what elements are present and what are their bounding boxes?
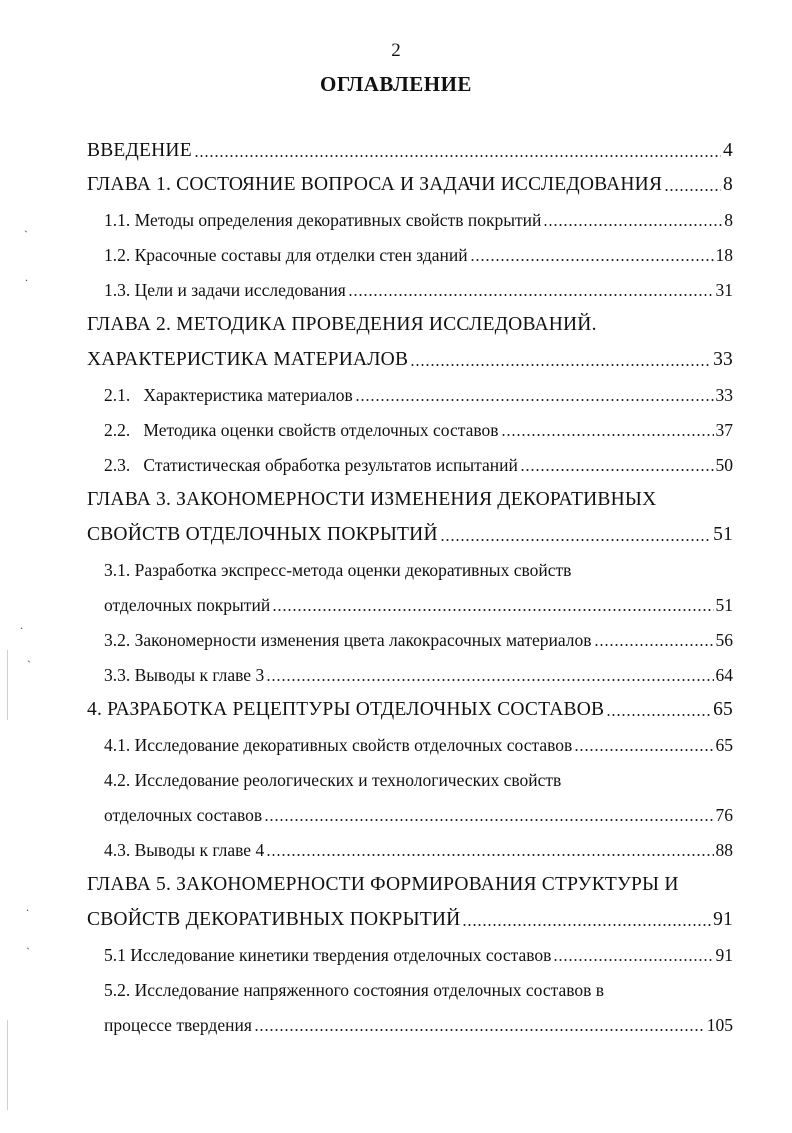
toc-entry-label: ГЛАВА 2. МЕТОДИКА ПРОВЕДЕНИЯ ИССЛЕДОВАНИЙ. <box>87 314 597 335</box>
toc-entry-label: отделочных составов <box>104 805 263 825</box>
scan-speck: . <box>25 270 28 284</box>
toc-entry-section-2-3[interactable] <box>87 440 733 476</box>
toc-entry-section-5-2-line-1[interactable] <box>87 965 733 1001</box>
dot-leader <box>470 259 714 261</box>
toc-entry-section-3-2[interactable] <box>87 615 733 651</box>
scan-edge-line <box>7 650 8 720</box>
dot-leader <box>266 854 713 856</box>
dot-leader <box>194 155 721 157</box>
toc-entry-page: 37 <box>715 420 733 440</box>
scan-speck: ` <box>27 658 31 672</box>
scan-edge-line <box>7 1020 8 1110</box>
toc-entry-page: 31 <box>715 280 733 300</box>
dot-leader <box>272 609 713 611</box>
toc-entry-section-3-3[interactable] <box>87 650 733 686</box>
toc-entry-section-5-1[interactable] <box>87 930 733 966</box>
toc-entry-page: 51 <box>715 595 733 615</box>
toc-entry-chapter-3-line-2[interactable] <box>87 510 733 546</box>
scan-speck: ` <box>24 228 28 242</box>
dot-leader <box>264 819 713 821</box>
toc-entry-label: ГЛАВА 3. ЗАКОНОМЕРНОСТИ ИЗМЕНЕНИЯ ДЕКОРАТИВНЫХ <box>87 489 657 510</box>
toc-entry-section-1-2[interactable] <box>87 230 733 266</box>
toc-entry-section-2-2[interactable] <box>87 405 733 441</box>
dot-leader <box>440 539 711 541</box>
toc-entry-page: 91 <box>715 945 733 965</box>
dot-leader <box>664 189 721 191</box>
toc-entry-label: 4. РАЗРАБОТКА РЕЦЕПТУРЫ ОТДЕЛОЧНЫХ СОСТАВОВ <box>87 699 605 720</box>
toc-entry-label: 4.2. Исследование реологических и технологических свойств <box>104 770 562 790</box>
toc-entry-page: 91 <box>713 909 733 930</box>
dot-leader <box>266 679 713 681</box>
toc-entry-label: 2.3. Статистическая обработка результатов испытаний <box>104 455 518 475</box>
toc-entry-section-4-3[interactable] <box>87 825 733 861</box>
toc-entry-page: 56 <box>715 630 733 650</box>
toc-entry-section-4-2-line-2[interactable] <box>87 790 733 826</box>
dot-leader <box>501 434 714 436</box>
toc-entry-page: 8 <box>724 210 733 230</box>
toc-entry-chapter-4[interactable] <box>87 685 733 721</box>
toc-entry-page: 65 <box>713 699 733 720</box>
toc-entry-label: ВВЕДЕНИЕ <box>87 140 192 161</box>
dot-leader <box>348 294 714 296</box>
toc-entry-chapter-5-line-1[interactable] <box>87 860 733 896</box>
dot-leader <box>594 644 714 646</box>
toc-entry-label: 2.1. Характеристика материалов <box>104 385 353 405</box>
toc-entry-label: 2.2. Методика оценки свойств отделочных составов <box>104 420 499 440</box>
toc-entry-section-5-2-line-2[interactable] <box>87 1000 733 1036</box>
toc-entry-label: 3.3. Выводы к главе 3 <box>104 665 265 685</box>
toc-entry-label: 5.1 Исследование кинетики твердения отделочных составов <box>104 945 552 965</box>
toc-entry-label: 5.2. Исследование напряженного состояния отделочных составов в <box>104 980 605 1000</box>
toc-entry-label: 3.2. Закономерности изменения цвета лакокрасочных материалов <box>104 630 592 650</box>
toc-entry-section-1-3[interactable] <box>87 265 733 301</box>
toc-entry-label: ГЛАВА 5. ЗАКОНОМЕРНОСТИ ФОРМИРОВАНИЯ СТРУКТУРЫ И <box>87 874 679 895</box>
dot-leader <box>462 924 711 926</box>
toc-entry-page: 33 <box>715 385 733 405</box>
toc-entry-label: 4.1. Исследование декоративных свойств отделочных составов <box>104 735 573 755</box>
dot-leader <box>574 749 713 751</box>
toc-entry-section-2-1[interactable] <box>87 370 733 406</box>
toc-entry-page: 50 <box>715 455 733 475</box>
toc-entry-section-4-1[interactable] <box>87 720 733 756</box>
toc-entry-section-4-2-line-1[interactable] <box>87 755 733 791</box>
toc-entry-chapter-1[interactable] <box>87 160 733 196</box>
page-title: ОГЛАВЛЕНИЕ <box>320 72 472 96</box>
toc-entry-chapter-3-line-1[interactable] <box>87 475 733 511</box>
dot-leader <box>553 959 713 961</box>
toc-entry-label: 4.3. Выводы к главе 4 <box>104 840 265 860</box>
toc-entry-page: 18 <box>715 245 733 265</box>
toc-entry-label: ХАРАКТЕРИСТИКА МАТЕРИАЛОВ <box>87 349 409 370</box>
dot-leader <box>410 364 711 366</box>
toc-entry-page: 65 <box>715 735 733 755</box>
toc-entry-label: 3.1. Разработка экспресс-метода оценки декоративных свойств <box>104 560 572 580</box>
dot-leader <box>606 714 711 716</box>
toc-entry-label: 1.1. Методы определения декоративных свойств покрытий <box>104 210 542 230</box>
toc-entry-label: СВОЙСТВ ДЕКОРАТИВНЫХ ПОКРЫТИЙ <box>87 909 461 930</box>
toc-entry-label: отделочных покрытий <box>104 595 271 615</box>
scan-speck: . <box>20 618 23 632</box>
toc-entry-label: СВОЙСТВ ОТДЕЛОЧНЫХ ПОКРЫТИЙ <box>87 524 438 545</box>
toc-entry-chapter-2-line-1[interactable] <box>87 300 733 336</box>
toc-entry-label: ГЛАВА 1. СОСТОЯНИЕ ВОПРОСА И ЗАДАЧИ ИССЛЕДОВАНИЯ <box>87 174 663 195</box>
toc-entry-label: 1.3. Цели и задачи исследования <box>104 280 346 300</box>
toc-entry-chapter-2-line-2[interactable] <box>87 335 733 371</box>
toc-entry-chapter-5-line-2[interactable] <box>87 895 733 931</box>
toc-entry-page: 51 <box>713 524 733 545</box>
toc-entry-page: 4 <box>723 140 733 161</box>
page-number: 2 <box>391 40 401 61</box>
toc-entry-section-3-1-line-2[interactable] <box>87 580 733 616</box>
dot-leader <box>355 399 714 401</box>
scan-speck: ` <box>26 945 30 959</box>
toc-entry-section-1-1[interactable] <box>87 195 733 231</box>
toc-entry-page: 105 <box>706 1015 733 1035</box>
toc-entry-label: 1.2. Красочные составы для отделки стен зданий <box>104 245 468 265</box>
dot-leader <box>254 1029 705 1031</box>
toc-entry-page: 8 <box>723 174 733 195</box>
toc-entry-page: 33 <box>713 349 733 370</box>
toc-entry-introduction[interactable] <box>87 126 733 162</box>
toc-entry-label: процессе твердения <box>104 1015 252 1035</box>
dot-leader <box>520 469 714 471</box>
toc-entry-page: 76 <box>715 805 733 825</box>
toc-entry-page: 88 <box>715 840 733 860</box>
scan-speck: . <box>26 900 29 914</box>
dot-leader <box>543 224 722 226</box>
toc-entry-section-3-1-line-1[interactable] <box>87 545 733 581</box>
toc-entry-page: 64 <box>715 665 733 685</box>
